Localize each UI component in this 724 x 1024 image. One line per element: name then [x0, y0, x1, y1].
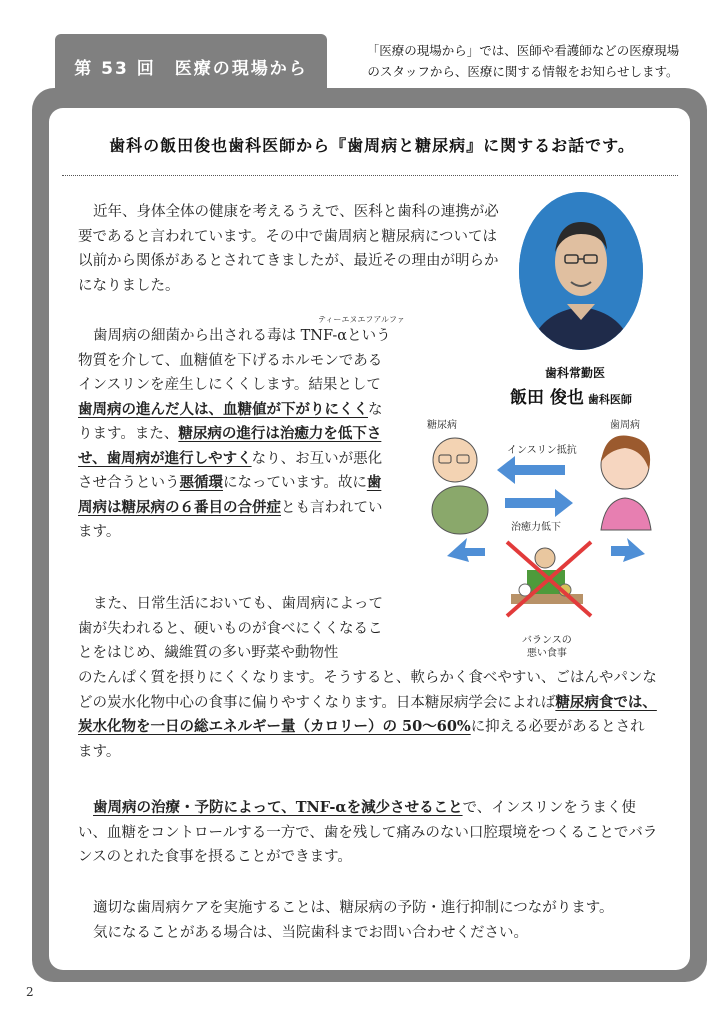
p5-line-1: 適切な歯周病ケアを実施することは、糖尿病の予防・進行抑制につながります。 — [93, 900, 614, 916]
doctor-name: 飯田 俊也 — [510, 388, 584, 408]
insulin-arrow — [497, 456, 565, 484]
meal-arrow-left — [447, 538, 485, 562]
p2-text-e: とも言われています。 — [78, 499, 383, 540]
paragraph-4 — [78, 796, 658, 870]
divider — [62, 175, 678, 176]
p2-emphasis-3: 悪循環 — [179, 474, 223, 491]
label-diabetes: 糖尿病 — [427, 420, 457, 431]
series-tab — [55, 34, 327, 94]
article-headline: 歯科の飯田俊也歯科医師から『歯周病と糖尿病』に関するお話です。 — [109, 136, 635, 155]
label-periodontal: 歯周病 — [610, 420, 640, 431]
p4-emphasis-1: 歯周病の治療・予防によって、TNF-αを減少させること — [93, 799, 463, 816]
paragraph-1: 近年、身体全体の健康を考えるうえで、医科と歯科の連携が必要であると言われています。その中で歯周病と糖尿病については以前から関係があるとされてきましたが、最近その理由が明らかになりました。 — [78, 204, 499, 294]
doctor-title: 歯科医師 — [587, 393, 632, 406]
intro-line-2: のスタッフから、医療に関する情報をお知らせします。 — [367, 64, 679, 79]
label-insulin: インスリン抵抗 — [507, 445, 577, 456]
label-meal-2: 悪い食事 — [526, 648, 567, 659]
p3-text-c: に抑える必要があるとされます。 — [78, 719, 645, 760]
doctor-name-block — [510, 383, 632, 408]
p3-text-b: のたんぱく質を摂りにくくなります。そうすると、軟らかく食べやすい、ごはんやパンなどの炭水化物中心の食事に偏りやすくなります。日本糖尿病学会によれば — [78, 670, 657, 711]
page-number: 2 — [26, 985, 34, 999]
series-tab-label: 第 53 回 医療の現場から — [74, 59, 308, 79]
doctor-photo — [519, 192, 643, 350]
tnf-ruby: ティーエヌエフアルファ — [318, 315, 405, 324]
p3-emphasis-1: 糖尿病食では、炭水化物を一日の総エネルギー量（カロリー）の 50〜60% — [78, 693, 657, 735]
p2-text-c: なり、お互いが悪化させ合うという — [78, 450, 383, 491]
intro-text — [338, 40, 708, 82]
paragraph-3a: また、日常生活においても、歯周病によって歯が失われると、硬いものが食べにくくなることをはじめ、繊維質の多い野菜や動物性 — [78, 596, 383, 661]
p2-text-d: になっています。故に — [223, 475, 367, 491]
paragraph-2 — [78, 324, 394, 545]
p2-text-b: なります。また、 — [78, 401, 383, 442]
doctor-role: 歯科常勤医 — [545, 366, 606, 380]
paragraph-3b — [78, 666, 658, 764]
p2-emphasis-1: 歯周病の進んだ人は、血糖値が下がりにくく — [78, 400, 368, 418]
paragraph-5 — [93, 896, 673, 945]
p4-text-a: で、インスリンをうまく使い、血糖をコントロールする一方で、歯を残して痛みのない口腔環境をつくることでバランスのとれた食事を摂ることができます。 — [78, 800, 658, 865]
vicious-cycle-diagram — [415, 410, 675, 660]
p2-emphasis-2: 糖尿病の進行は治癒力を低下させ、歯周病が進行しやすく — [78, 425, 382, 467]
meal-arrow-right — [611, 538, 645, 562]
p2-text-a: 歯周病の細菌から出される毒は TNF-αという物質を介して、血糖値を下げるホルモンであるインスリンを産生しにくくします。結果として — [78, 328, 391, 393]
label-healing: 治癒力低下 — [511, 522, 561, 533]
healing-arrow — [505, 489, 573, 517]
p5-line-2: 気になることがある場合は、当院歯科までお問い合わせください。 — [93, 924, 528, 941]
label-meal-1: バランスの — [522, 635, 572, 646]
p2-emphasis-4: 歯周病は糖尿病の６番目の合併症 — [78, 474, 382, 516]
label-meal — [522, 634, 572, 660]
intro-line-1: 「医療の現場から」では、医師や看護師などの医療現場 — [366, 43, 680, 58]
